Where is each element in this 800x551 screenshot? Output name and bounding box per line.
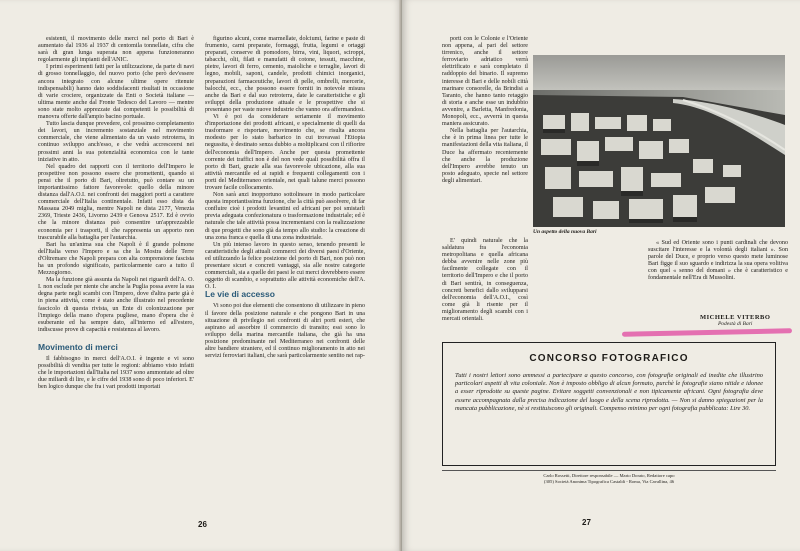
- photo-contest-box: [442, 342, 776, 466]
- duce-quote: « Sud ed Oriente sono i punti cardinali che devono suscitare l'interesse e la volontà degli italiani ». Son parole del Duce, e proprio verso questo mete luminose Bari figge il suo sguardo e indirizza la sua opera volitiva con quel « senno del domani » che è caratteristico e fondamentale nell'Era di Mussolini.: [648, 240, 788, 282]
- highlighter-mark: [622, 328, 792, 337]
- contest-body: Tutti i nostri lettori sono ammessi a partecipare a questo concorso, con fotografie originali ed inedite che illustrino particolari aspetti di vita coloniale. Non è imposto obbligo di alcun formato, purchè le fotografie siano nitide e idonee a esser riprodotte su queste pagine. Evitare soggetti convenzionali e non tipicamente africani. Ogni fotografia deve essere accompagnata dalla precisa indicazione del luogo e della scena riprodotta. — Non si danno spiegazioni per la mancata pubblicazione, nè si restituiscono gli originali. Compenso minimo per ogni fotografia pubblicata: Lire 30.: [455, 372, 763, 412]
- quote-block: [648, 240, 788, 312]
- left-column-2: [205, 36, 365, 514]
- contest-title: CONCORSO FOTOGRAFICO: [529, 353, 689, 364]
- paragraph: Nella battaglia per l'autarchia, che è in prima linea per tutte le manifestazioni della vita italiana, il Duce ha affermato recentemente che anche la produzione dell'Impero avrebbe tenuto un posto adeguato, specie nel settore degli alimentari.: [442, 128, 528, 184]
- paragraph: Un più intenso lavoro in questo senso, tenendo presenti le caratteristiche degli attuali commerci dei diversi paesi d'Oriente, ed utilizzando la felice posizione del porto di Bari, non può non presentare sicuri e concreti vantaggi, sia alle nostre categorie commerciali, sia a quelle dei paesi le cui merci dovrebbero essere oggetto di scambio, e soprattutto alle attività economiche dell'A. O. I.: [205, 241, 365, 291]
- imprint-editors: Carlo Rossetti, Direttore responsabile — Mario Dorato, Redattore capo: [543, 473, 675, 478]
- page-number: 27: [582, 518, 591, 527]
- signature-block: [700, 314, 770, 327]
- author-role: Podestà di Bari: [717, 321, 753, 327]
- left-column-1: [38, 36, 194, 514]
- photo-caption: Un aspetto della nuova Bari: [533, 229, 597, 235]
- section-heading: Movimento di merci: [38, 341, 118, 352]
- col1-body: [38, 36, 194, 334]
- city-photo: [533, 55, 785, 227]
- paragraph: Tutto lascia dunque prevedere, col prossimo completamento dei lavori, un incremento sostanziale nel movimento commerciale, che viene alimentato da un vasto retroterra, in continuo sviluppo anch'esso, e che vedrà accresceersi nei prossimi anni la sua potenzialità economica con le tante iniziative in atto.: [38, 121, 194, 163]
- paragraph: Non sarà anzi inopportuno sottolineare in modo particolare questa importantissima funzione, che la città può assolvere, di far confluire cioè i prodotti levantini ed africani per poi smistarli previa adeguata confezionatura o trasformazione industriale; ed è naturale che tale attività possa incrementarsi con la realizzazione di que progetti che sono già da tempo allo studio: la creazione di una zona franca e quella di una zona industriale.: [205, 192, 365, 241]
- section-heading: Le vie di accesso: [205, 289, 275, 300]
- right-page: [402, 0, 800, 551]
- page-number: 26: [198, 520, 207, 529]
- author-name: MICHELE VITERBO: [700, 314, 771, 321]
- paragraph: Ma la funzione già assunta da Napoli nei riguardi dell'A. O. I. non esclude per niente che anche la Puglia possa avere la sua degna parte negli scambi con l'Impero, dove d'altra parte già è in piena attività, come è stato anche illustrato nel precedente fascicolo di questa rivista, un Ente di colonizzazione per l'impiego della mano d'opera pugliese, mano d'opera che è esuberante ed ha sempre dato, all'interno ed all'estero, indiscusse prove di capacità e resistenza al lavoro.: [38, 277, 194, 333]
- paragraph: I primi esperimenti fatti per la utilizzazione, da parte di navi di grosso tonnellaggio, del nuovo porto (che però dev'essere ancora integrato con alcune ultime opere ritenute indispensabili) hanno dato soddisfacenti risultati in occasione di varie crociere, organizzate da Enti o Società italiane — ultima mente anche dal Fronte Tedesco del Lavoro — mentre sono state molto apprezzate dai competenti le possibilità di manovra offerte dall'ampio bacino portuale.: [38, 64, 194, 121]
- imprint-printer: (305) Società Anonima Tipografica Castaldi - Roma, Via Cavallina, 46: [543, 479, 675, 484]
- paragraph: figurino alcuni, come marmellate, dolciumi, farine e paste di frumento, carni preparate, formaggi, frutta, legumi e ortaggi preparati, conserve di pomodoro, birra, vini, liquori, sciroppi, tabacchi, olii, filati e manufatti di cotone, tessuti, macchine, pietre, lavori di ferro, cemento, maioliche e terraglie, lavori di legno, mobili, saponi, candele, prodotti chimici inorganici, preparazioni farmaceutiche, lavori di pelle, ombrelli, mercerie, balocchi, ecc., che possono essere forniti in notevole misura anche da Bari e dal suo retroterra, date le caratteristiche e gli sviluppi della produzione attuale e le prospettive che si presentano per vaste nuove industrie che vanno ora affermandosi.: [205, 36, 365, 113]
- paragraph: porti con le Colonie e l'Oriente non appena, al pari del settore tirrenico, anche il settore ferroviario adriatico verrà elettrificato e sarà completato il raddoppio del binario. Il supremo interesse di Bari e delle nobili città marinare consorelle, da Brindisi a Taranto, che hanno tanto retaggio di storia e anche esse un indubbio avvenire, a Barletta, Manfredonia, Monopoli, ecc., avverrà in questa maniera assicurato.: [442, 36, 528, 128]
- paragraph: Il fabbisogno in merci dell'A.O.I. è ingente e vi sono possibilità di vendita per tutte le regioni: abbiamo visto infatti che le importazioni dall'Italia nel 1937 sono ammontate ad oltre due miliardi di lire, e le cifre del 1938 sono di poco inferiori. E' ben logico dunque che fra i vari prodotti importati: [38, 356, 194, 391]
- right-column-bottom: [442, 238, 528, 323]
- paragraph: Vi sono poi due elementi che consentono di utilizzare in pieno il favore della posizione naturale e che pongono Bari in una situazione di privilegio nei confronti di altri porti esteri, che aspirano ad assorbire il commercio di transito; essi sono lo sviluppo della marina mercantile italiana, che già ha una posizione predominante nel Mediterraneo nei confronti delle altre bandiere straniere, ed il continuo miglioramento in atto nei servizi ferroviari italiani, che sarà particolarmente sentito nei rap-: [205, 303, 365, 360]
- paragraph: Bari ha un'anima sua che Napoli è il grande polmone dell'Italia verso l'Impero e sa che la Mostra delle Terre d'Oltremare che Napoli prepara con alta comprensione fascista ha un profondo significato, particolarmente caro a tutto il Mezzogiorno.: [38, 241, 194, 277]
- paragraph: Nel quadro dei rapporti con il territorio dell'Impero le prospettive non possono essere che promettenti, quando si pensi che il porto di Bari, oltretutto, può contare su un importantissimo fattore favorevole: quello della minore distanza dall'A.O.I. nei confronti dei maggiori porti a carattere commerciale dell'Italia continentale. Infatti esso dista da Massaua 2049 miglia, mentre Napoli ne dista 2177, Venezia 2369, Trieste 2436, Livorno 2439 e Genova 2517. Ed è ovvio che la minore distanza può consentire un'apprezzabile economia per i trasporti, il che rappresenta un apporto non trascurabile alla battaglia per l'autarchia.: [38, 163, 194, 241]
- paragraph: esistenti, il movimento delle merci nel porto di Bari è aumentato dal 1936 al 1937 di centomila tonnellate, cifra che sarà di gran lunga superata non appena funzioneranno regolarmente gli impianti dell'ANIC.: [38, 36, 194, 64]
- imprint-footer: [442, 470, 776, 485]
- paragraph: E' quindi naturale che la saldatura fra l'economia metropolitana e quella africana debba avvenire nelle zone più facilmente collegate con il territorio dell'Impero e che il porto di Bari sentirà, in conseguenza, concreti benefici dallo svilupparsi dell'economia dell'A.O.I., così come già li risente per il miglioramento degli scambi con i mercati orientali.: [442, 238, 528, 323]
- paragraph: Vi è poi da considerare seriamente il movimento d'importazione dei prodotti africani, e specialmente di quelli da trasformare e risportare, movimento che, se risulta ancora modesto per lo stato barbarico in cui trovavasi l'Etiopia negussita, è destinato senza dubbio a moltiplicarsi con il rifiorire dell'economia dell'Impero. Anche per questa promettente corrente dei traffici non è del non vede quali possibilità offra il porto di Bari, grazie alla sua favorevole ubicazione, alla sua attività mercantile ed ai rapidi e frequenti collegamenti con i porti del Mediterraneo orientale, nei quali talune merci possono trovare facile collocamento.: [205, 114, 365, 191]
- bari-aerial-image: [533, 55, 785, 227]
